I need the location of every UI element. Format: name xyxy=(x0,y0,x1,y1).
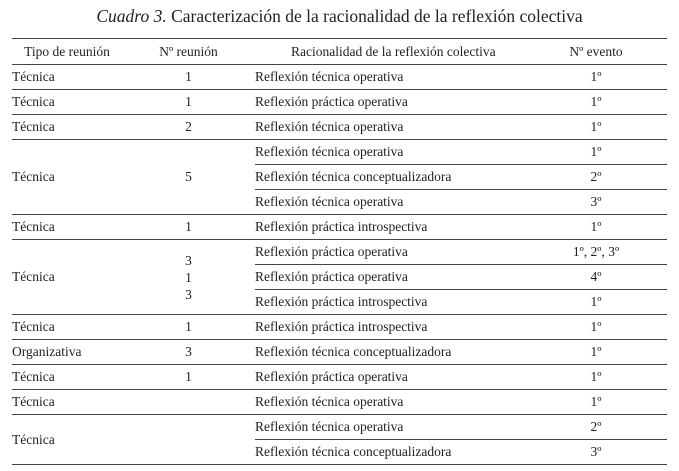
cell-evento: 3º xyxy=(525,440,667,465)
header-tipo: Tipo de reunión xyxy=(12,39,122,65)
cell-tipo: Técnica xyxy=(12,415,122,465)
cell-racionalidad: Reflexión práctica operativa xyxy=(255,240,525,265)
cell-tipo: Técnica xyxy=(12,315,122,340)
header-num: Nº reunión xyxy=(122,39,255,65)
cell-racionalidad: Reflexión práctica introspectiva xyxy=(255,215,525,240)
header-row xyxy=(12,39,667,65)
table-caption xyxy=(0,3,679,29)
cell-tipo: Técnica xyxy=(12,390,122,415)
table-row xyxy=(12,240,667,265)
cell-num-line: 1 xyxy=(185,269,192,285)
cell-num-line: 3 xyxy=(185,252,192,268)
cell-evento: 1º xyxy=(525,340,667,365)
cell-racionalidad: Reflexión técnica conceptualizadora xyxy=(255,165,525,190)
cell-evento: 1º xyxy=(525,140,667,165)
cell-num xyxy=(122,390,255,415)
cell-evento: 1º xyxy=(525,65,667,90)
cell-tipo: Técnica xyxy=(12,140,122,215)
cell-num-multi xyxy=(122,240,255,315)
header-racionalidad: Racionalidad de la reflexión colectiva xyxy=(255,39,525,65)
cell-num: 1 xyxy=(122,65,255,90)
cell-num: 5 xyxy=(122,140,255,215)
cell-tipo: Técnica xyxy=(12,65,122,90)
cell-num: 3 xyxy=(122,340,255,365)
cell-num: 1 xyxy=(122,90,255,115)
cell-racionalidad: Reflexión técnica operativa xyxy=(255,65,525,90)
cell-racionalidad: Reflexión técnica operativa xyxy=(255,390,525,415)
cell-racionalidad: Reflexión técnica operativa xyxy=(255,115,525,140)
cell-num: 1 xyxy=(122,365,255,390)
cell-evento: 2º xyxy=(525,165,667,190)
cell-tipo: Técnica xyxy=(12,240,122,315)
cell-evento: 1º xyxy=(525,315,667,340)
caption-title: Caracterización de la racionalidad de la reflexión colectiva xyxy=(171,6,583,26)
caption-label: Cuadro 3. xyxy=(96,6,167,26)
cell-evento: 1º xyxy=(525,365,667,390)
table-row xyxy=(12,340,667,365)
cell-evento: 3º xyxy=(525,190,667,215)
table-row xyxy=(12,215,667,240)
table-row xyxy=(12,115,667,140)
cell-evento: 1º, 2º, 3º xyxy=(525,240,667,265)
cell-racionalidad: Reflexión técnica operativa xyxy=(255,190,525,215)
cell-racionalidad: Reflexión técnica operativa xyxy=(255,415,525,440)
cell-tipo: Organizativa xyxy=(12,340,122,365)
header-evento: Nº evento xyxy=(525,39,667,65)
cell-tipo: Técnica xyxy=(12,90,122,115)
cell-evento: 4º xyxy=(525,265,667,290)
cell-tipo: Técnica xyxy=(12,215,122,240)
table-row xyxy=(12,415,667,440)
data-table xyxy=(12,38,667,465)
table-row xyxy=(12,65,667,90)
cell-evento: 2º xyxy=(525,415,667,440)
table-row xyxy=(12,90,667,115)
cell-num: 1 xyxy=(122,315,255,340)
cell-evento: 1º xyxy=(525,90,667,115)
cell-racionalidad: Reflexión técnica operativa xyxy=(255,140,525,165)
cell-evento: 1º xyxy=(525,290,667,315)
cell-tipo: Técnica xyxy=(12,115,122,140)
cell-racionalidad: Reflexión práctica introspectiva xyxy=(255,315,525,340)
table-row xyxy=(12,140,667,165)
cell-evento: 1º xyxy=(525,390,667,415)
cell-num: 2 xyxy=(122,115,255,140)
cell-num-line: 3 xyxy=(185,286,192,302)
cell-racionalidad: Reflexión práctica introspectiva xyxy=(255,290,525,315)
cell-num: 1 xyxy=(122,215,255,240)
cell-racionalidad: Reflexión práctica operativa xyxy=(255,265,525,290)
cell-evento: 1º xyxy=(525,215,667,240)
cell-evento: 1º xyxy=(525,115,667,140)
cell-racionalidad: Reflexión práctica operativa xyxy=(255,365,525,390)
table-row xyxy=(12,315,667,340)
cell-racionalidad: Reflexión práctica operativa xyxy=(255,90,525,115)
table-row xyxy=(12,365,667,390)
cell-racionalidad: Reflexión técnica conceptualizadora xyxy=(255,340,525,365)
cell-tipo: Técnica xyxy=(12,365,122,390)
cell-racionalidad: Reflexión técnica conceptualizadora xyxy=(255,440,525,465)
table-row xyxy=(12,390,667,415)
cell-num xyxy=(122,415,255,465)
